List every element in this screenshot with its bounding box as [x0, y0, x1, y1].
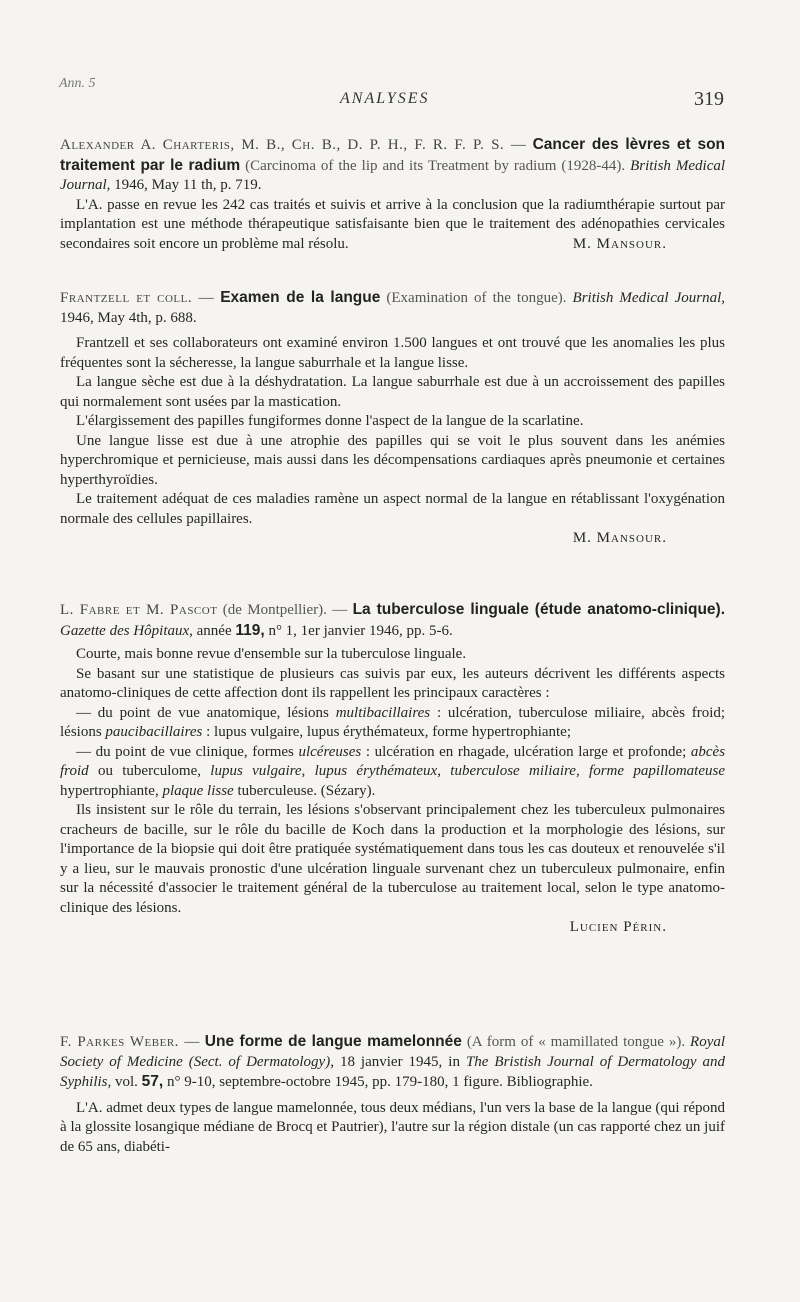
abstract-heading — [60, 1032, 725, 1093]
abstract-signature: M. Mansour. — [572, 235, 667, 252]
abstract-authors: Alexander A. Charteris, M. B., Ch. B., D. P. H., F. R. F. P. S. — — [60, 137, 527, 153]
abstract-title: Une forme de langue mamelonnée — [204, 1033, 462, 1050]
running-head-title: ANALYSES — [340, 90, 430, 107]
abstract-journal: British Medical Journal, — [572, 290, 725, 306]
abstract-journal: British Medical Journal, — [60, 157, 726, 193]
abstract-paragraph: Une langue lisse est due à une atrophie des papilles qui se voit le plus souvent dans les anémies hyperchromique et pernicieuse, mais aussi dans les décompensations cardiaques après pneumonie et certaines hyperthyroïdies. — [60, 432, 725, 488]
abstract-journal: Royal Society of Medicine (Sect. of Dermatology), — [60, 1034, 726, 1070]
abstract-fabre-pascot — [60, 600, 725, 938]
running-head — [0, 88, 724, 118]
abstract-signature: Lucien Périn. — [569, 919, 667, 935]
abstract-heading — [60, 600, 725, 641]
abstract-original-title: (A form of « mamillated tongue »). — [466, 1034, 686, 1050]
abstract-body: L'A. passe en revue les 242 cas traités et suivis et arrive à la conclusion que la radiumthérapie surtout par implantation est une méthode thérapeutique satisfaisante bien que le traitement des adénopathies cervicales secondaires soit encore un problème mal résolu. M. Mansour. — [60, 196, 725, 255]
abstract-volume: 57, — [141, 1073, 164, 1090]
abstract-authors: Frantzell et coll. — — [60, 290, 215, 306]
abstract-original-title: (Examination of the tongue). — [386, 290, 567, 306]
abstract-signature: M. Mansour. — [572, 530, 667, 546]
abstract-paragraph: Courte, mais bonne revue d'ensemble sur la tuberculose linguale. — [76, 646, 467, 662]
abstract-paragraph: Frantzell et ses collaborateurs ont examiné environ 1.500 langues et ont trouvé que les anomalies les plus fréquentes sont la sécheresse, la langue saburrhale et la langue lisse. — [60, 335, 725, 371]
abstract-reference: 18 janvier 1945, in — [339, 1053, 460, 1070]
abstract-reference: n° 1, 1er janvier 1946, pp. 5-6. — [268, 622, 453, 639]
abstract-reference: n° 9-10, septembre-octobre 1945, pp. 179-180, 1 figure. Bibliographie. — [166, 1074, 593, 1090]
abstract-heading — [60, 288, 725, 328]
abstract-authors: F. Parkes Weber. — — [60, 1034, 200, 1050]
abstract-reference: 1946, May 11 th, p. 719. — [114, 177, 262, 193]
abstract-journal: Gazette des Hôpitaux, — [60, 622, 193, 639]
abstract-title: Cancer des lèvres et son traitement par le radium — [60, 136, 726, 174]
abstract-alexander — [60, 135, 725, 254]
abstract-original-title: (Carcinoma of the lip and its Treatment by radium (1928-44). — [245, 157, 626, 174]
abstract-heading — [60, 135, 725, 196]
abstract-place: (de Montpellier). — — [222, 602, 348, 618]
page-number: 319 — [694, 88, 724, 110]
abstract-authors: L. Fabre et M. Pascot — [60, 602, 218, 618]
abstract-journal: The Bristish Journal of Dermatology and Syphilis, — [60, 1053, 725, 1090]
abstract-paragraph: Se basant sur une statistique de plusieurs cas suivis par eux, les auteurs décrivent les différents aspects anatomo-cliniques de cette affection dont ils rappellent les principaux caractères : — [60, 665, 725, 701]
abstract-paragraph: Ils insistent sur le rôle du terrain, les lésions s'observant principalement chez les tuberculeux pulmonaires cracheurs de bacille, sur le rôle du bacille de Koch dans la production et la morphologie des lésions, sur l'importance de la biopsie qui doit être pratiquée systématiquement dans tous les cas douteux et renouvelée s'il y a lieu, sur le mauvais pronostic d'une ulcération linguale survenant chez un tuberculeux pulmonaire, enfin sur la nécessité d'associer le traitement général de la tuberculose au traitement local, selon le type anatomo-clinique des lésions. — [60, 802, 725, 916]
abstract-parkes-weber — [60, 1032, 725, 1157]
abstract-paragraph: La langue sèche est due à la déshydratation. La langue saburrhale est due à un accroissement des papilles qui normalement sont usées par la mastication. — [60, 374, 725, 410]
abstract-body: L'A. admet deux types de langue mamelonnée, tous deux médians, l'un vers la base de la langue (qui répond à la glossite losangique médiane de Brocq et Pautrier), l'autre sur la région distale (un cas rapporté chez un juif de 65 ans, diabéti- — [60, 1099, 725, 1155]
abstract-frantzell — [60, 288, 725, 549]
abstract-reference: 1946, May 4th, p. 688. — [60, 309, 197, 326]
abstract-paragraph: L'élargissement des papilles fungiformes donne l'aspect de la langue de la scarlatine. — [76, 413, 584, 429]
abstract-reference: année — [196, 622, 232, 639]
abstract-title: La tuberculose linguale (étude anatomo-clinique). — [352, 601, 726, 618]
abstract-paragraph: Le traitement adéquat de ces maladies ramène un aspect normal de la langue en rétablissant l'oxygénation normale des cellules papillaires. — [60, 491, 725, 527]
abstract-paragraph: — du point de vue clinique, formes ulcéreuses : ulcération en rhagade, ulcération large et profonde; abcès froid ou tuberculome, lupus vulgaire, lupus érythémateux, tuberculose miliaire, forme papillomateuse hypertrophiante, plaque lisse tuberculeuse. (Sézary). — [60, 743, 726, 799]
running-head-left: Ann. 5 — [59, 76, 96, 91]
abstract-reference: vol. — [115, 1074, 138, 1090]
abstract-title: Examen de la langue — [220, 289, 381, 306]
abstract-paragraph: — du point de vue anatomique, lésions multibacillaires : ulcération, tuberculose miliaire, abcès froid; lésions paucibacillaires : lupus vulgaire, lupus érythémateux, forme hypertrophiante; — [60, 704, 726, 740]
abstract-volume: 119, — [235, 621, 265, 639]
